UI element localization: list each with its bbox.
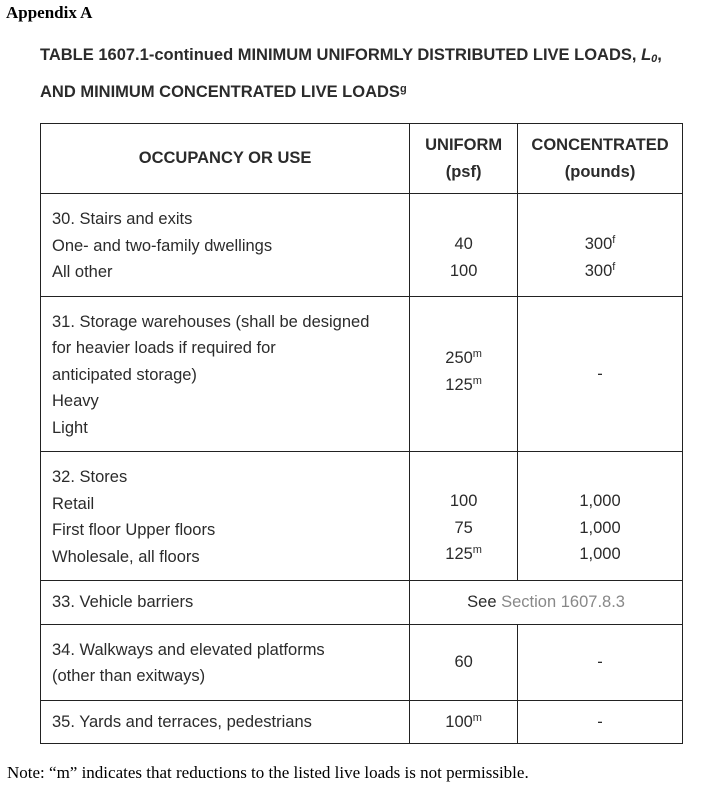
- concentrated-cell: -: [518, 296, 683, 452]
- occupancy-cell: 35. Yards and terraces, pedestrians: [41, 700, 410, 744]
- occupancy-cell: 33. Vehicle barriers: [41, 581, 410, 625]
- uniform-cell: 250$^m$ 125$^m$: [410, 296, 518, 452]
- section-link[interactable]: Section 1607.8.3: [501, 593, 625, 611]
- uniform-cell: 60: [410, 624, 518, 700]
- concentrated-cell: -: [518, 624, 683, 700]
- header-uniform: UNIFORM (psf): [410, 124, 518, 194]
- table-row: [41, 581, 683, 625]
- occupancy-cell: 34. Walkways and elevated platforms (other than exitways): [41, 624, 410, 700]
- uniform-cell: 100 75 125$^m$: [410, 452, 518, 581]
- uniform-cell: 100$^m$: [410, 700, 518, 744]
- occupancy-cell: 31. Storage warehouses (shall be designed for heavier loads if required for anticipated storage) Heavy Light: [41, 296, 410, 452]
- header-occupancy: OCCUPANCY OR USE: [41, 124, 410, 194]
- table-title: [40, 40, 715, 107]
- table-row: [41, 296, 683, 452]
- appendix-heading: Appendix A: [6, 3, 93, 22]
- concentrated-cell: -: [518, 700, 683, 744]
- footnote: Note: “m” indicates that reductions to the listed live loads is not permissible.: [7, 763, 529, 782]
- table-row: [41, 700, 683, 744]
- concentrated-cell: 1,000 1,000 1,000: [518, 452, 683, 581]
- table-row: [41, 194, 683, 297]
- occupancy-cell: 30. Stairs and exits One- and two-family dwellings All other: [41, 194, 410, 297]
- occupancy-cell: 32. Stores Retail First floor Upper floors Wholesale, all floors: [41, 452, 410, 581]
- vehicle-barrier-reference: See Section 1607.8.3: [410, 581, 683, 625]
- table-title-line-2: AND MINIMUM CONCENTRATED LIVE LOADS$^g$: [40, 83, 407, 101]
- concentrated-cell: 300$^f$ 300$^f$: [518, 194, 683, 297]
- uniform-cell: 40 100: [410, 194, 518, 297]
- header-concentrated: CONCENTRATED (pounds): [518, 124, 683, 194]
- table-title-line-1: TABLE 1607.1-continued MINIMUM UNIFORMLY DISTRIBUTED LIVE LOADS, $L_0$,: [40, 46, 662, 65]
- table-header-row: [41, 124, 683, 194]
- table-row: [41, 452, 683, 581]
- table-row: [41, 624, 683, 700]
- live-loads-table: [40, 123, 683, 744]
